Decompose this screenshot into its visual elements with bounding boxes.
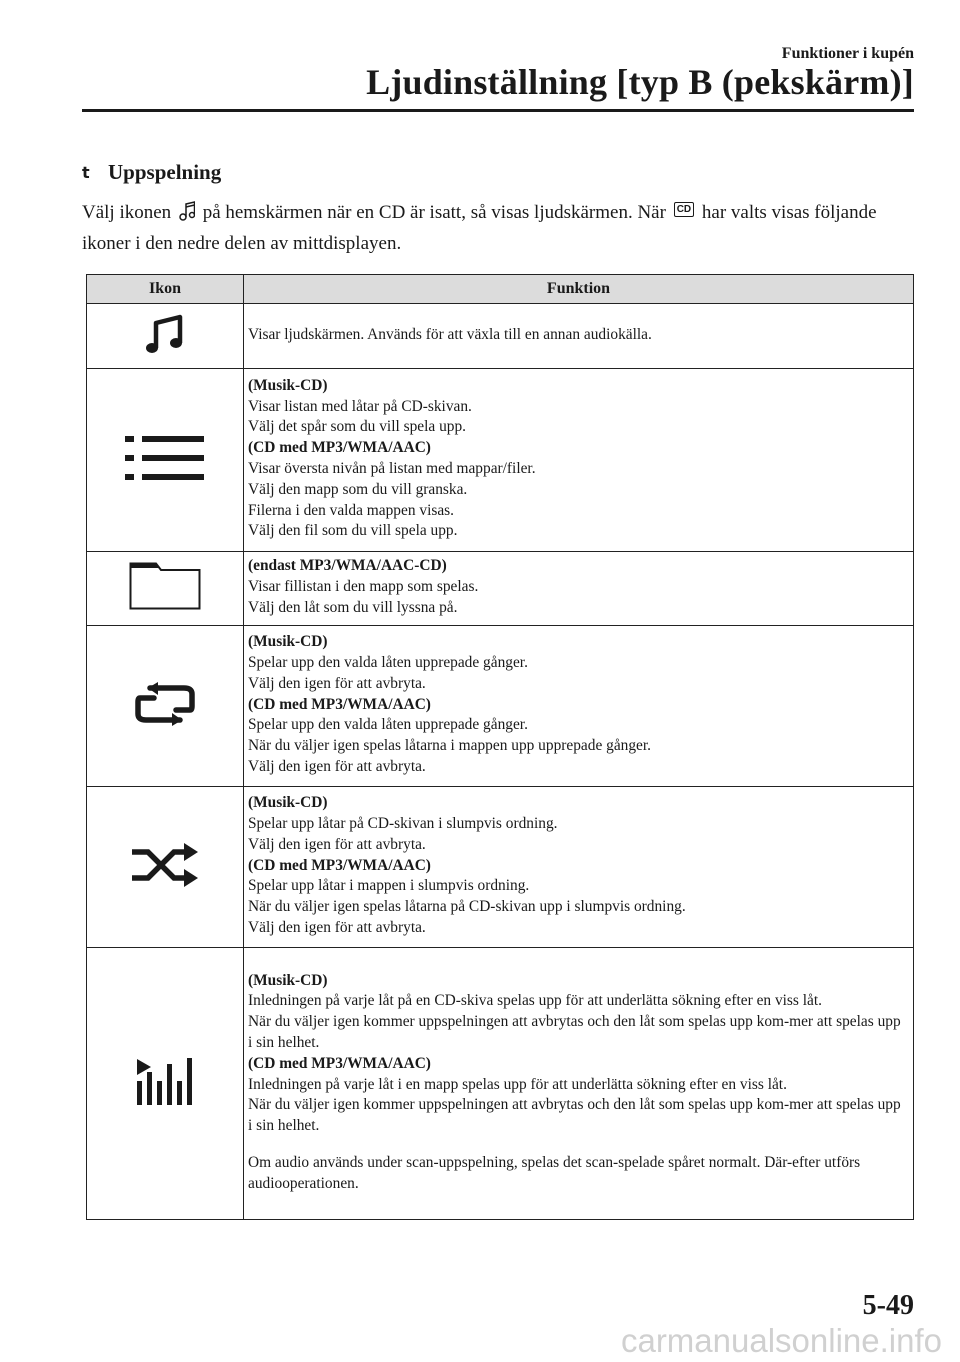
intro-paragraph (82, 199, 914, 258)
intro-text-1: Välj ikonen (82, 202, 172, 223)
shuffle-icon (130, 843, 200, 887)
function-line: (Musik-CD) (248, 794, 328, 812)
list-icon (125, 434, 205, 482)
function-line: (Musik-CD) (248, 376, 328, 394)
function-cell (244, 626, 914, 787)
section-heading (82, 160, 914, 185)
function-line: (Musik-CD) (248, 971, 328, 989)
function-line: Spelar upp låtar på CD-skivan i slumpvis ordning. (248, 815, 558, 832)
function-line: (Musik-CD) (248, 633, 328, 651)
function-line: Filerna i den valda mappen visas. (248, 501, 455, 519)
icon-cell (87, 626, 244, 787)
function-line: Välj den igen för att avbryta. (248, 918, 426, 936)
icon-cell (87, 787, 244, 948)
folder-icon (129, 562, 201, 610)
function-line: Välj den låt som du vill lyssna på. (248, 598, 458, 616)
function-line: När du väljer igen kommer uppspelningen att avbrytas och den låt som spelas upp kom-mer att spelas upp i sin helhet. (248, 1013, 901, 1051)
function-cell (244, 787, 914, 948)
table-row (87, 787, 914, 948)
function-line: Välj det spår som du vill spela upp. (248, 418, 467, 436)
intro-text-3: har valts visas följande ikoner i den nedre delen av mittdisplayen. (82, 202, 877, 254)
function-line: (endast MP3/WMA/AAC-CD) (248, 557, 447, 575)
column-header-function: Funktion (244, 275, 914, 304)
function-line: Välj den igen för att avbryta. (248, 757, 426, 775)
section-bullet: t (82, 162, 90, 182)
function-cell (244, 552, 914, 626)
function-line: Välj den fil som du vill spela upp. (248, 522, 458, 540)
table-row (87, 552, 914, 626)
function-line: Välj den igen för att avbryta. (248, 674, 426, 692)
function-line: Spelar upp den valda låten upprepade gånger. (248, 654, 528, 671)
page-title: Ljudinställning [typ B (pekskärm)] (366, 62, 914, 102)
table-row (87, 369, 914, 552)
function-note: Om audio används under scan-uppspelning, spelas det scan-spelade spåret normalt. Där-efter utförs audiooperationen. (248, 1153, 861, 1192)
function-line: Välj den igen för att avbryta. (248, 835, 426, 853)
table-row (87, 304, 914, 369)
icon-cell (87, 948, 244, 1220)
music-note-icon (143, 312, 187, 356)
music-note-icon (179, 201, 195, 230)
spacer (248, 1137, 907, 1153)
table-row (87, 948, 914, 1220)
cd-icon: CD (674, 202, 694, 217)
intro-text-2: på hemskärmen när en CD är isatt, så visas ljudskärmen. När (202, 202, 666, 223)
function-line: Visar listan med låtar på CD-skivan. (248, 397, 472, 415)
function-line: Visar översta nivån på listan med mappar/filer. (248, 460, 536, 477)
header-divider (82, 109, 914, 112)
function-line: (CD med MP3/WMA/AAC) (248, 856, 431, 874)
function-line: (CD med MP3/WMA/AAC) (248, 1054, 431, 1072)
chapter-subtitle: Funktioner i kupén (781, 45, 914, 62)
page-number: 5-49 (862, 1290, 914, 1321)
function-table (86, 274, 914, 1220)
function-cell (244, 304, 914, 369)
function-line: Välj den mapp som du vill granska. (248, 480, 468, 498)
function-line: När du väljer igen kommer uppspelningen att avbrytas och den låt som spelas upp kom-mer att spelas upp i sin helhet. (248, 1096, 901, 1135)
table-row (87, 626, 914, 787)
function-cell (244, 948, 914, 1220)
function-line: (CD med MP3/WMA/AAC) (248, 439, 431, 457)
function-line: Visar ljudskärmen. Används för att växla till en annan audiokälla. (248, 325, 652, 343)
column-header-icon: Ikon (87, 275, 244, 304)
function-line: Inledningen på varje låt på en CD-skiva spelas upp för att underlätta sökning efter en viss låt. (248, 992, 822, 1010)
function-line: Inledningen på varje låt i en mapp spelas upp för att underlätta sökning efter en viss låt. (248, 1075, 787, 1093)
icon-cell (87, 369, 244, 552)
function-line: Visar fillistan i den mapp som spelas. (248, 578, 479, 596)
watermark: carmanualsonline.info (620, 1322, 942, 1359)
function-line: Spelar upp den valda låten upprepade gånger. (248, 716, 528, 734)
function-line: När du väljer igen spelas låtarna i mappen upp upprepade gånger. (248, 737, 651, 755)
icon-cell (87, 304, 244, 369)
playback-section (82, 160, 914, 258)
function-line: När du väljer igen spelas låtarna på CD-skivan upp i slumpvis ordning. (248, 898, 686, 916)
scan-icon (136, 1056, 194, 1106)
table-header-row (87, 275, 914, 304)
function-line: Spelar upp låtar i mappen i slumpvis ordning. (248, 877, 530, 895)
section-title: Uppspelning (108, 160, 222, 184)
icon-cell (87, 552, 244, 626)
function-cell (244, 369, 914, 552)
function-line: (CD med MP3/WMA/AAC) (248, 695, 431, 713)
repeat-icon (134, 682, 196, 726)
